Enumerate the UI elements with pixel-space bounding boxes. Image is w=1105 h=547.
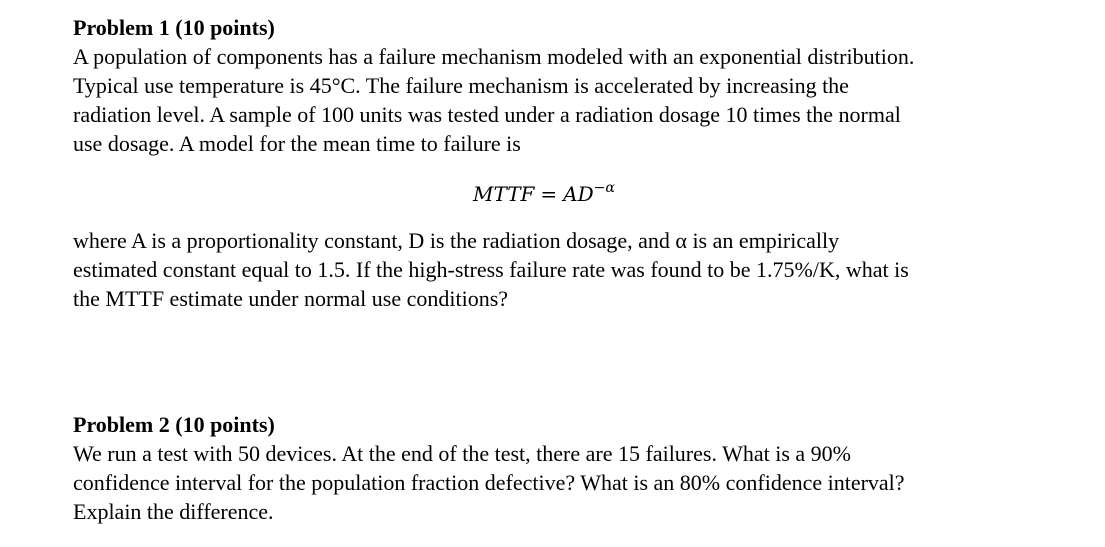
problem-1-question-line: the MTTF estimate under normal use conditions? bbox=[73, 286, 509, 311]
problem-1-intro-line: Typical use temperature is 45°C. The failure mechanism is accelerated by increasing the bbox=[73, 73, 849, 98]
problem-2-body bbox=[73, 439, 1073, 526]
equation-equals-sign: = bbox=[540, 182, 558, 206]
equation-exponent: −α bbox=[593, 180, 615, 196]
problem-1-intro-line: radiation level. A sample of 100 units was tested under a radiation dosage 10 times the normal bbox=[73, 102, 901, 127]
problem-1-heading: Problem 1 (10 points) bbox=[73, 15, 275, 40]
equation-lhs: MTTF bbox=[473, 182, 535, 206]
problem-2-section bbox=[73, 411, 1073, 526]
problem-2-line: Explain the difference. bbox=[73, 499, 274, 524]
problem-2-line: We run a test with 50 devices. At the end of the test, there are 15 failures. What is a 90% bbox=[73, 441, 851, 466]
problem-1-question bbox=[73, 226, 1073, 313]
problem-1-intro-line: use dosage. A model for the mean time to failure is bbox=[73, 131, 521, 156]
problem-1-question-line: where A is a proportionality constant, D is the radiation dosage, and α is an empirically bbox=[73, 228, 840, 253]
problem-1-intro-line: A population of components has a failure mechanism modeled with an exponential distribution. bbox=[73, 44, 915, 69]
problem-1-intro bbox=[73, 42, 1073, 158]
problem-2-line: confidence interval for the population fraction defective? What is an 80% confidence interval? bbox=[73, 470, 905, 495]
problem-1-section bbox=[73, 14, 1073, 313]
equation-rhs: AD bbox=[563, 182, 594, 206]
problem-2-heading: Problem 2 (10 points) bbox=[73, 412, 275, 437]
problem-1-question-line: estimated constant equal to 1.5. If the high-stress failure rate was found to be 1.75%/K, what is bbox=[73, 257, 909, 282]
mttf-equation bbox=[73, 158, 1073, 226]
